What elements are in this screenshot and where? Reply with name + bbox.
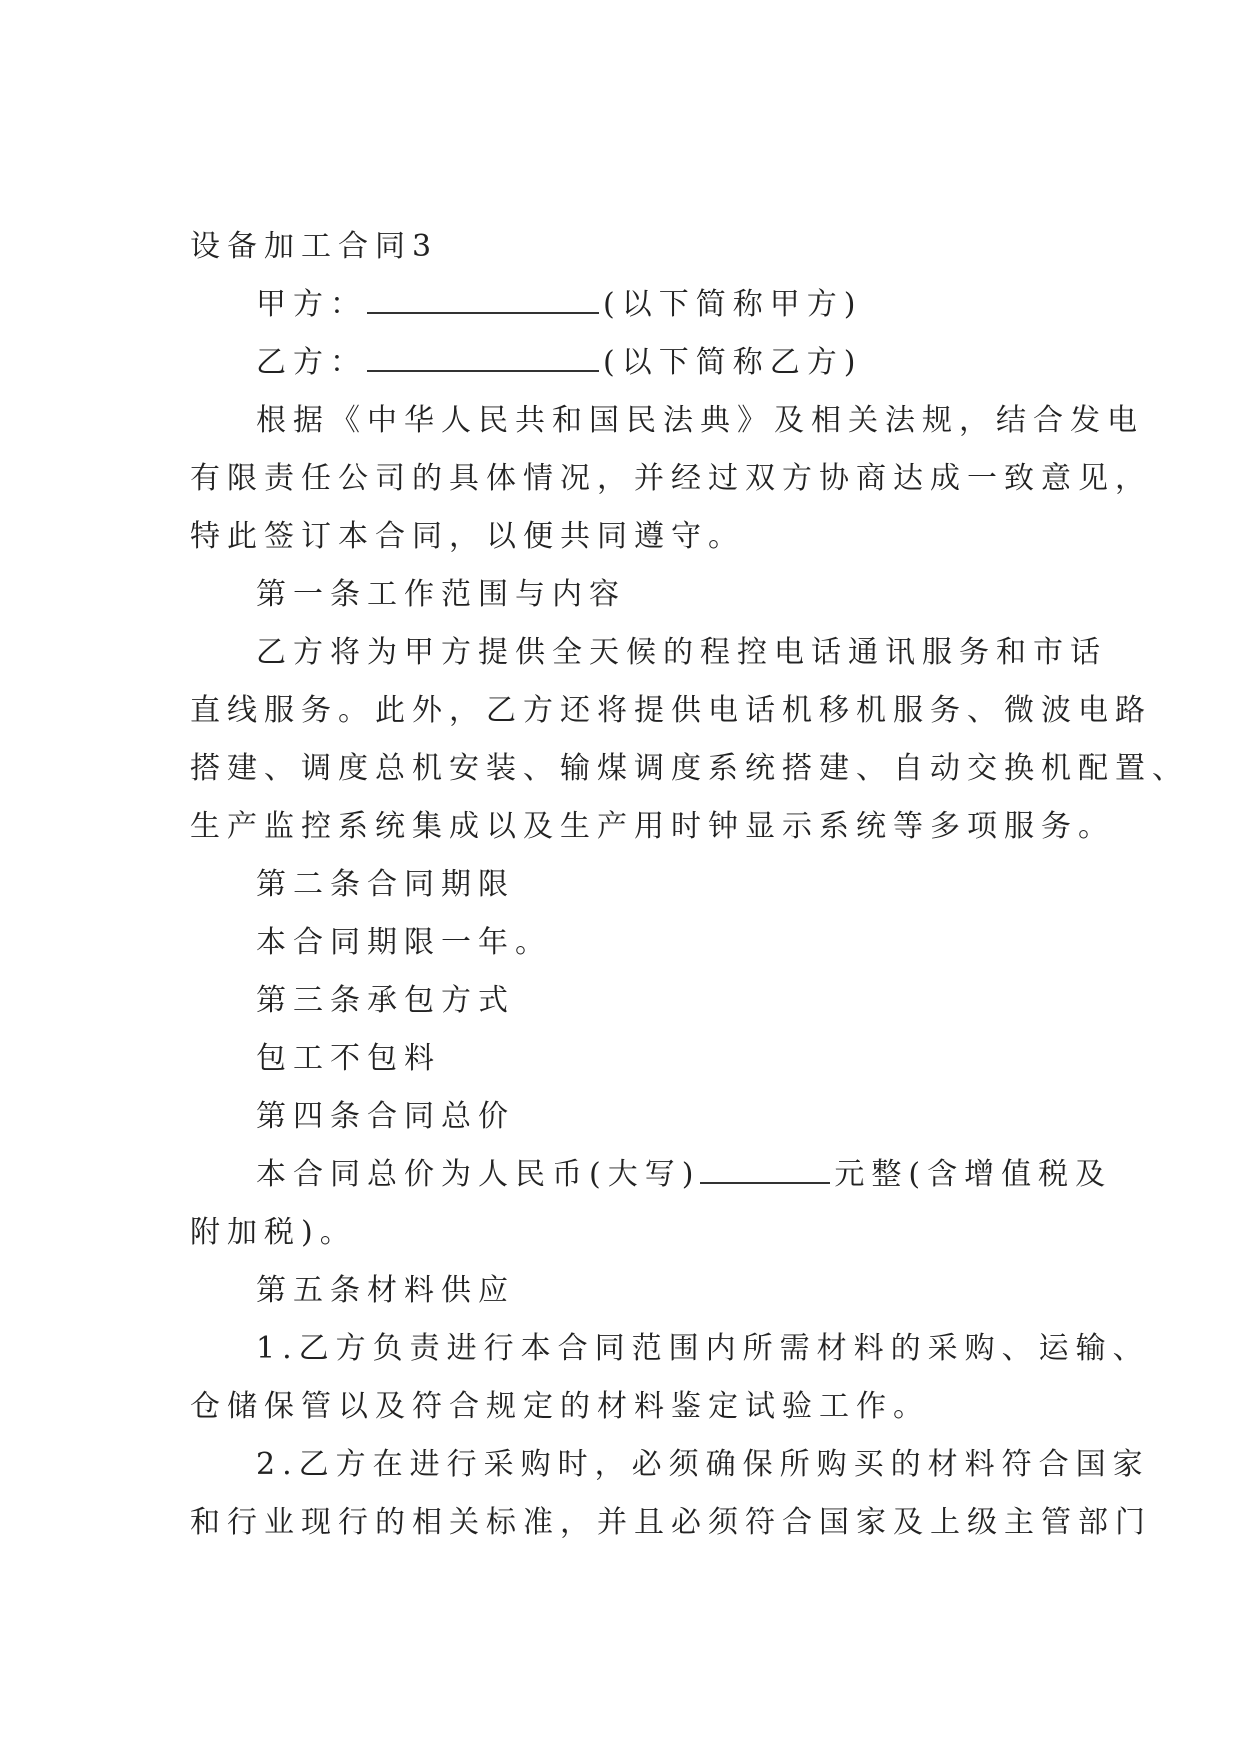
party-a-blank xyxy=(367,278,599,314)
article-4-suffix: 元整(含增值税及 xyxy=(834,1157,1113,1192)
preamble-line-2: 有限责任公司的具体情况，并经过双方协商达成一致意见， xyxy=(190,461,1152,496)
preamble-line-3: 特此签订本合同，以便共同遵守。 xyxy=(190,519,745,554)
article-5-item-2-line-1: 2.乙方在进行采购时，必须确保所购买的材料符合国家 xyxy=(256,1447,1150,1482)
party-b-suffix: (以下简称乙方) xyxy=(603,345,863,380)
price-blank xyxy=(700,1148,830,1184)
article-3-text: 包工不包料 xyxy=(256,1041,441,1076)
article-4-heading: 第四条合同总价 xyxy=(256,1099,515,1134)
article-3-heading: 第三条承包方式 xyxy=(256,983,515,1018)
article-5-item-2-line-2: 和行业现行的相关标准，并且必须符合国家及上级主管部门 xyxy=(190,1505,1152,1540)
article-5-item-1-line-2: 仓储保管以及符合规定的材料鉴定试验工作。 xyxy=(190,1389,930,1424)
article-1-line-1: 乙方将为甲方提供全天候的程控电话通讯服务和市话 xyxy=(256,635,1107,670)
party-b-label: 乙方： xyxy=(256,345,367,380)
party-a-line xyxy=(190,276,1060,334)
article-2-text: 本合同期限一年。 xyxy=(256,925,552,960)
contract-page xyxy=(190,218,1189,1552)
article-5-heading: 第五条材料供应 xyxy=(256,1273,515,1308)
article-4-prefix: 本合同总价为人民币(大写) xyxy=(256,1157,701,1192)
party-b-blank xyxy=(367,336,599,372)
article-1-line-2: 直线服务。此外，乙方还将提供电话机移机服务、微波电路 xyxy=(190,693,1152,728)
article-1-line-4: 生产监控系统集成以及生产用时钟显示系统等多项服务。 xyxy=(190,809,1115,844)
document-title: 设备加工合同3 xyxy=(190,229,439,264)
article-4-price-line xyxy=(190,1146,1113,1204)
article-2-heading: 第二条合同期限 xyxy=(256,867,515,902)
article-5-item-1-line-1: 1.乙方负责进行本合同范围内所需材料的采购、运输、 xyxy=(256,1331,1150,1366)
article-1-heading: 第一条工作范围与内容 xyxy=(256,577,626,612)
party-a-label: 甲方： xyxy=(256,287,367,322)
article-1-line-3: 搭建、调度总机安装、输煤调度系统搭建、自动交换机配置、 xyxy=(190,751,1189,786)
preamble-line-1: 根据《中华人民共和国民法典》及相关法规，结合发电 xyxy=(256,403,1144,438)
party-b-line xyxy=(190,334,1060,392)
party-a-suffix: (以下简称甲方) xyxy=(603,287,863,322)
article-4-continuation: 附加税)。 xyxy=(190,1215,357,1250)
